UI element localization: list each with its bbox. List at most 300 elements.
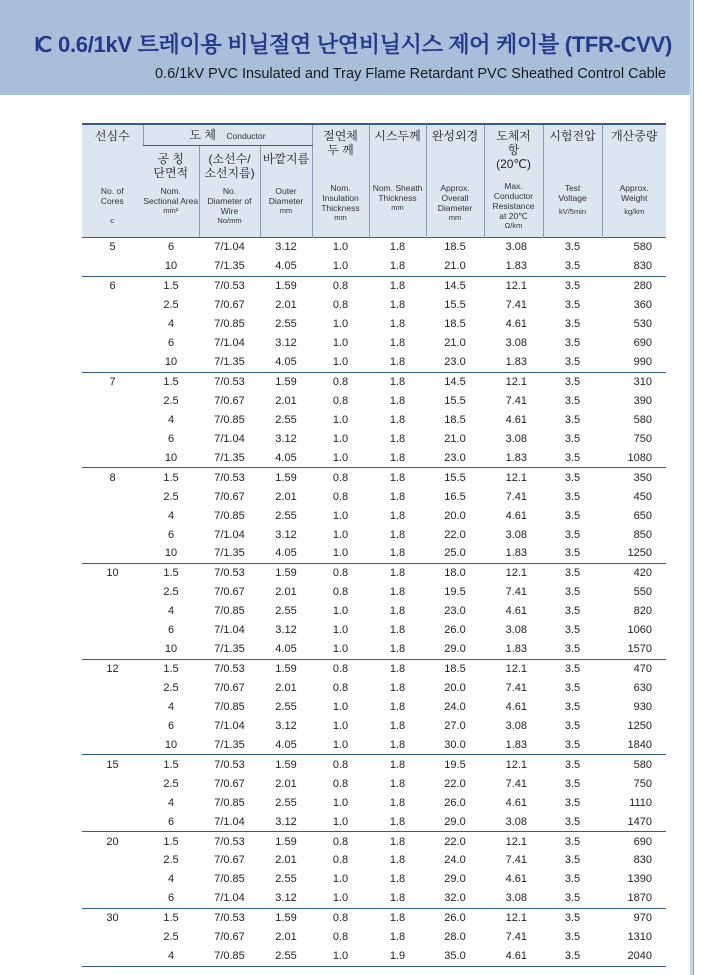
cores-cell [82, 602, 143, 621]
table-row [82, 602, 666, 621]
area-cell: 2.5 [163, 682, 179, 695]
wire-cell: 7/0.67 [214, 854, 245, 867]
resistance-cell: 12.1 [484, 832, 543, 851]
weight-cell: 1250 [627, 547, 652, 560]
outer-diameter-cell: 2.55 [275, 318, 297, 331]
weight-cell: 530 [633, 318, 652, 331]
voltage-cell: 3.5 [543, 238, 602, 257]
weight-cell: 310 [602, 372, 666, 391]
title-korean: 0.6/1kV 트레이용 비닐절연 난연비닐시스 제어 케이블 (TFR-CVV) [58, 32, 672, 57]
area-cell: 6 [167, 892, 175, 905]
area-cell: 1.5 [143, 276, 199, 295]
cores-cell: 10 [82, 563, 143, 582]
sheath-cell: 1.8 [389, 490, 406, 503]
insulation-cell: 1.0 [332, 700, 349, 713]
wire-cell: 7/1.04 [199, 238, 260, 257]
area-cell: 4 [167, 605, 175, 618]
weight-cell: 990 [633, 356, 652, 369]
voltage-cell: 3.5 [564, 394, 581, 407]
wire-cell: 7/0.53 [199, 468, 260, 487]
table-row [82, 755, 666, 774]
resistance-cell: 12.1 [484, 468, 543, 487]
area-cell: 2.5 [163, 299, 179, 312]
resistance-cell: 3.08 [505, 892, 527, 905]
overall-diameter-cell: 24.0 [444, 854, 466, 867]
insulation-cell: 0.8 [312, 908, 369, 927]
overall-diameter-cell: 22.0 [444, 528, 466, 541]
voltage-cell: 3.5 [543, 908, 602, 927]
insulation-cell: 1.0 [332, 605, 349, 618]
overall-diameter-cell: 20.0 [444, 682, 466, 695]
insulation-cell: 0.8 [332, 931, 349, 944]
resistance-cell: 7.41 [505, 490, 527, 503]
outer-diameter-cell: 2.55 [260, 947, 312, 966]
weight-cell: 450 [633, 490, 652, 503]
wire-cell: 7/1.04 [214, 815, 245, 828]
resistance-cell: 12.1 [484, 563, 543, 582]
voltage-cell: 3.5 [543, 832, 602, 851]
weight-cell: 1840 [627, 738, 652, 751]
sheath-cell: 1.8 [369, 276, 426, 295]
wire-cell: 7/1.04 [214, 432, 245, 445]
weight-cell: 390 [633, 394, 652, 407]
resistance-cell: 1.83 [505, 547, 527, 560]
cores-cell [82, 621, 143, 640]
cores-cell [82, 928, 143, 947]
table-row [82, 716, 666, 735]
wire-cell: 7/0.53 [199, 563, 260, 582]
wire-cell: 7/0.85 [214, 796, 245, 809]
header-resistance: 도체저항 (20℃) Max. Conductor Resistance at 20℃ Ω/km [484, 124, 543, 238]
outer-diameter-cell: 3.12 [275, 432, 297, 445]
resistance-cell: 7.41 [505, 777, 527, 790]
table-row [82, 544, 666, 563]
weight-cell: 420 [602, 563, 666, 582]
resistance-cell: 3.08 [505, 432, 527, 445]
overall-diameter-cell: 15.5 [444, 394, 466, 407]
wire-cell: 7/0.53 [199, 659, 260, 678]
outer-diameter-cell: 4.05 [275, 356, 297, 369]
wire-cell: 7/0.67 [214, 682, 245, 695]
cores-cell [82, 544, 143, 563]
table-row [82, 238, 666, 257]
cores-cell [82, 525, 143, 544]
outer-diameter-cell: 4.05 [275, 451, 297, 464]
table-row [82, 448, 666, 467]
resistance-cell: 7.41 [505, 931, 527, 944]
overall-diameter-cell: 26.0 [444, 624, 466, 637]
wire-cell: 7/0.85 [214, 605, 245, 618]
insulation-cell: 1.0 [332, 318, 349, 331]
sheath-cell: 1.8 [389, 624, 406, 637]
area-cell: 2.5 [163, 490, 179, 503]
outer-diameter-cell: 2.01 [275, 586, 297, 599]
voltage-cell: 3.5 [564, 586, 581, 599]
voltage-cell: 3.5 [564, 854, 581, 867]
outer-diameter-cell: 3.12 [275, 719, 297, 732]
area-cell: 1.5 [143, 755, 199, 774]
area-cell: 4 [167, 509, 175, 522]
area-cell: 1.5 [143, 372, 199, 391]
weight-cell: 970 [602, 908, 666, 927]
weight-cell: 1060 [627, 624, 652, 637]
page-edge-line [693, 0, 694, 975]
wire-cell: 7/1.04 [214, 624, 245, 637]
resistance-cell: 12.1 [484, 908, 543, 927]
sheath-cell: 1.8 [389, 815, 406, 828]
header-weight: 개산중량 Approx. Weight kg/km [602, 124, 666, 238]
weight-cell: 580 [602, 238, 666, 257]
voltage-cell: 3.5 [564, 643, 581, 656]
insulation-cell: 1.0 [332, 356, 349, 369]
table-row [82, 889, 666, 908]
weight-cell: 580 [602, 755, 666, 774]
table-row [82, 257, 666, 276]
area-cell: 6 [167, 624, 175, 637]
outer-diameter-cell: 4.05 [275, 738, 297, 751]
voltage-cell: 3.5 [564, 509, 581, 522]
voltage-cell: 3.5 [564, 299, 581, 312]
cores-cell: 6 [82, 276, 143, 295]
voltage-cell: 3.5 [564, 547, 581, 560]
overall-diameter-cell: 23.0 [444, 451, 466, 464]
cores-cell: 15 [82, 755, 143, 774]
outer-diameter-cell: 1.59 [260, 563, 312, 582]
cores-cell [82, 698, 143, 717]
table-row [82, 832, 666, 851]
resistance-cell: 3.08 [505, 719, 527, 732]
overall-diameter-cell: 18.5 [426, 659, 484, 678]
insulation-cell: 1.0 [332, 528, 349, 541]
sheath-cell: 1.8 [369, 238, 426, 257]
header-wire: (소선수/ 소선지름) No. Diameter of Wire No/mm [199, 146, 260, 238]
voltage-cell: 3.5 [564, 356, 581, 369]
wire-cell: 7/1.35 [214, 260, 245, 273]
voltage-cell: 3.5 [564, 796, 581, 809]
voltage-cell: 3.5 [543, 755, 602, 774]
voltage-cell: 3.5 [543, 947, 602, 966]
outer-diameter-cell: 2.55 [275, 413, 297, 426]
wire-cell: 7/0.67 [214, 394, 245, 407]
overall-diameter-cell: 32.0 [444, 892, 466, 905]
wire-cell: 7/1.04 [214, 337, 245, 350]
overall-diameter-cell: 29.0 [444, 815, 466, 828]
outer-diameter-cell: 1.59 [260, 832, 312, 851]
area-cell: 2.5 [163, 854, 179, 867]
wire-cell: 7/0.67 [214, 931, 245, 944]
overall-diameter-cell: 18.5 [444, 318, 466, 331]
voltage-cell: 3.5 [564, 260, 581, 273]
voltage-cell: 3.5 [564, 719, 581, 732]
overall-diameter-cell: 18.5 [426, 238, 484, 257]
insulation-cell: 0.8 [332, 586, 349, 599]
area-cell: 10 [164, 451, 178, 464]
header-overall-diameter: 완성외경 Approx. Overall Diameter mm [426, 124, 484, 238]
insulation-cell: 1.0 [332, 796, 349, 809]
table-row [82, 640, 666, 659]
outer-diameter-cell: 1.59 [260, 659, 312, 678]
voltage-cell: 3.5 [564, 738, 581, 751]
weight-cell: 830 [633, 854, 652, 867]
table-row [82, 525, 666, 544]
outer-diameter-cell: 3.12 [275, 337, 297, 350]
certification-mark-icon [34, 32, 54, 58]
insulation-cell: 1.0 [332, 413, 349, 426]
weight-cell: 630 [633, 682, 652, 695]
sheath-cell: 1.8 [389, 451, 406, 464]
wire-cell: 7/0.85 [214, 700, 245, 713]
wire-cell: 7/0.67 [214, 777, 245, 790]
insulation-cell: 1.0 [332, 624, 349, 637]
resistance-cell: 12.1 [484, 372, 543, 391]
sheath-cell: 1.8 [389, 547, 406, 560]
resistance-cell: 1.83 [505, 451, 527, 464]
sheath-cell: 1.8 [369, 659, 426, 678]
area-cell: 10 [164, 547, 178, 560]
resistance-cell: 4.61 [484, 947, 543, 966]
outer-diameter-cell: 2.01 [275, 299, 297, 312]
sheath-cell: 1.8 [389, 356, 406, 369]
outer-diameter-cell: 2.55 [275, 605, 297, 618]
insulation-cell: 0.8 [332, 682, 349, 695]
sheath-cell: 1.8 [389, 299, 406, 312]
voltage-cell: 3.5 [543, 659, 602, 678]
table-header [82, 124, 666, 238]
cores-cell [82, 793, 143, 812]
header-test-voltage: 시험전압 Test Voltage kV/5min [543, 124, 602, 238]
wire-cell: 7/0.53 [199, 832, 260, 851]
cores-cell [82, 448, 143, 467]
resistance-cell: 7.41 [505, 586, 527, 599]
table-row [82, 947, 666, 966]
outer-diameter-cell: 2.01 [275, 931, 297, 944]
sheath-cell: 1.8 [389, 931, 406, 944]
overall-diameter-cell: 26.0 [444, 796, 466, 809]
cores-cell [82, 334, 143, 353]
area-cell: 4 [143, 947, 199, 966]
overall-diameter-cell: 25.0 [444, 547, 466, 560]
overall-diameter-cell: 14.5 [426, 372, 484, 391]
table-row [82, 928, 666, 947]
header-sheath: 시스두께 Nom. Sheath Thickness mm [369, 124, 426, 238]
resistance-cell: 4.61 [505, 700, 527, 713]
resistance-cell: 1.83 [505, 260, 527, 273]
sheath-cell: 1.8 [369, 563, 426, 582]
weight-cell: 1080 [627, 451, 652, 464]
resistance-cell: 4.61 [505, 509, 527, 522]
outer-diameter-cell: 2.01 [275, 682, 297, 695]
overall-diameter-cell: 21.0 [444, 337, 466, 350]
insulation-cell: 1.0 [332, 873, 349, 886]
area-cell: 6 [167, 528, 175, 541]
header-cores: 선심수 No. of Cores c [82, 124, 143, 238]
outer-diameter-cell: 3.12 [275, 624, 297, 637]
weight-cell: 1870 [627, 892, 652, 905]
overall-diameter-cell: 35.0 [426, 947, 484, 966]
resistance-cell: 7.41 [505, 299, 527, 312]
table-row [82, 583, 666, 602]
outer-diameter-cell: 3.12 [275, 528, 297, 541]
wire-cell: 7/0.85 [214, 413, 245, 426]
voltage-cell: 3.5 [564, 700, 581, 713]
voltage-cell: 3.5 [564, 528, 581, 541]
outer-diameter-cell: 1.59 [260, 468, 312, 487]
insulation-cell: 0.8 [312, 372, 369, 391]
weight-cell: 580 [633, 413, 652, 426]
cores-cell [82, 774, 143, 793]
sheath-cell: 1.8 [389, 873, 406, 886]
sheath-cell: 1.8 [389, 643, 406, 656]
area-cell: 6 [167, 337, 175, 350]
outer-diameter-cell: 2.01 [275, 394, 297, 407]
voltage-cell: 3.5 [543, 563, 602, 582]
cores-cell [82, 947, 143, 966]
table-row [82, 506, 666, 525]
insulation-cell: 0.8 [312, 276, 369, 295]
area-cell: 10 [164, 260, 178, 273]
insulation-cell: 0.8 [312, 832, 369, 851]
overall-diameter-cell: 21.0 [444, 260, 466, 273]
outer-diameter-cell: 3.12 [275, 892, 297, 905]
resistance-cell: 1.83 [505, 643, 527, 656]
area-cell: 6 [167, 719, 175, 732]
insulation-cell: 0.8 [312, 755, 369, 774]
insulation-cell: 1.0 [332, 815, 349, 828]
wire-cell: 7/1.04 [214, 892, 245, 905]
sheath-cell: 1.8 [369, 755, 426, 774]
area-cell: 6 [167, 432, 175, 445]
cores-cell [82, 889, 143, 908]
sheath-cell: 1.8 [389, 719, 406, 732]
sheath-cell: 1.8 [369, 832, 426, 851]
cores-cell [82, 640, 143, 659]
sheath-cell: 1.8 [389, 605, 406, 618]
voltage-cell: 3.5 [564, 490, 581, 503]
overall-diameter-cell: 21.0 [444, 432, 466, 445]
cores-cell [82, 812, 143, 831]
resistance-cell: 7.41 [505, 854, 527, 867]
cores-cell [82, 735, 143, 754]
voltage-cell: 3.5 [564, 777, 581, 790]
sheath-cell: 1.8 [389, 394, 406, 407]
sheath-cell: 1.8 [389, 318, 406, 331]
weight-cell: 1570 [627, 643, 652, 656]
sheath-cell: 1.8 [369, 372, 426, 391]
wire-cell: 7/0.85 [199, 947, 260, 966]
weight-cell: 820 [633, 605, 652, 618]
voltage-cell: 3.5 [543, 276, 602, 295]
sheath-cell: 1.8 [369, 908, 426, 927]
area-cell: 4 [167, 873, 175, 886]
overall-diameter-cell: 18.5 [444, 413, 466, 426]
wire-cell: 7/0.67 [214, 586, 245, 599]
cores-cell [82, 410, 143, 429]
overall-diameter-cell: 24.0 [444, 700, 466, 713]
page-title [0, 28, 672, 59]
insulation-cell: 0.8 [332, 777, 349, 790]
wire-cell: 7/0.85 [214, 509, 245, 522]
cores-cell: 12 [82, 659, 143, 678]
voltage-cell: 3.5 [564, 451, 581, 464]
cores-cell [82, 851, 143, 870]
cores-cell [82, 315, 143, 334]
weight-cell: 650 [633, 509, 652, 522]
voltage-cell: 3.5 [564, 892, 581, 905]
cores-cell [82, 716, 143, 735]
table-row [82, 621, 666, 640]
insulation-cell: 1.0 [332, 337, 349, 350]
voltage-cell: 3.5 [543, 372, 602, 391]
resistance-cell: 12.1 [484, 659, 543, 678]
area-cell: 4 [167, 413, 175, 426]
resistance-cell: 3.08 [505, 815, 527, 828]
wire-cell: 7/0.85 [214, 873, 245, 886]
cores-cell [82, 506, 143, 525]
resistance-cell: 7.41 [505, 682, 527, 695]
wire-cell: 7/0.53 [199, 908, 260, 927]
header-outer-diameter: 바깥지름 Outer Diameter mm [260, 146, 312, 238]
table-row [82, 276, 666, 295]
insulation-cell: 1.0 [332, 892, 349, 905]
overall-diameter-cell: 14.5 [426, 276, 484, 295]
area-cell: 1.5 [143, 659, 199, 678]
sheath-cell: 1.8 [389, 586, 406, 599]
weight-cell: 690 [602, 832, 666, 851]
insulation-cell: 1.0 [332, 451, 349, 464]
wire-cell: 7/1.35 [214, 643, 245, 656]
weight-cell: 280 [602, 276, 666, 295]
outer-diameter-cell: 1.59 [260, 908, 312, 927]
area-cell: 2.5 [163, 777, 179, 790]
header-conductor: 도 체 Conductor [143, 124, 312, 146]
cores-cell [82, 257, 143, 276]
table-row [82, 812, 666, 831]
overall-diameter-cell: 29.0 [444, 643, 466, 656]
weight-cell: 690 [633, 337, 652, 350]
overall-diameter-cell: 27.0 [444, 719, 466, 732]
overall-diameter-cell: 19.5 [444, 586, 466, 599]
insulation-cell: 1.0 [332, 738, 349, 751]
insulation-cell: 1.0 [312, 947, 369, 966]
area-cell: 10 [164, 738, 178, 751]
voltage-cell: 3.5 [564, 682, 581, 695]
weight-cell: 1250 [627, 719, 652, 732]
wire-cell: 7/1.35 [214, 547, 245, 560]
sheath-cell: 1.8 [389, 796, 406, 809]
area-cell: 10 [164, 356, 178, 369]
weight-cell: 470 [602, 659, 666, 678]
resistance-cell: 3.08 [505, 337, 527, 350]
overall-diameter-cell: 19.5 [426, 755, 484, 774]
sheath-cell: 1.8 [389, 432, 406, 445]
table-row [82, 410, 666, 429]
sheath-cell: 1.8 [389, 738, 406, 751]
overall-diameter-cell: 28.0 [444, 931, 466, 944]
outer-diameter-cell: 3.12 [275, 815, 297, 828]
outer-diameter-cell: 2.01 [275, 777, 297, 790]
area-cell: 4 [167, 700, 175, 713]
outer-diameter-cell: 1.59 [260, 276, 312, 295]
voltage-cell: 3.5 [564, 413, 581, 426]
table-row [82, 563, 666, 582]
resistance-cell: 1.83 [505, 738, 527, 751]
outer-diameter-cell: 2.55 [275, 509, 297, 522]
outer-diameter-cell: 4.05 [275, 260, 297, 273]
sheath-cell: 1.8 [389, 337, 406, 350]
outer-diameter-cell: 2.01 [275, 854, 297, 867]
table-row [82, 908, 666, 927]
table-row [82, 793, 666, 812]
